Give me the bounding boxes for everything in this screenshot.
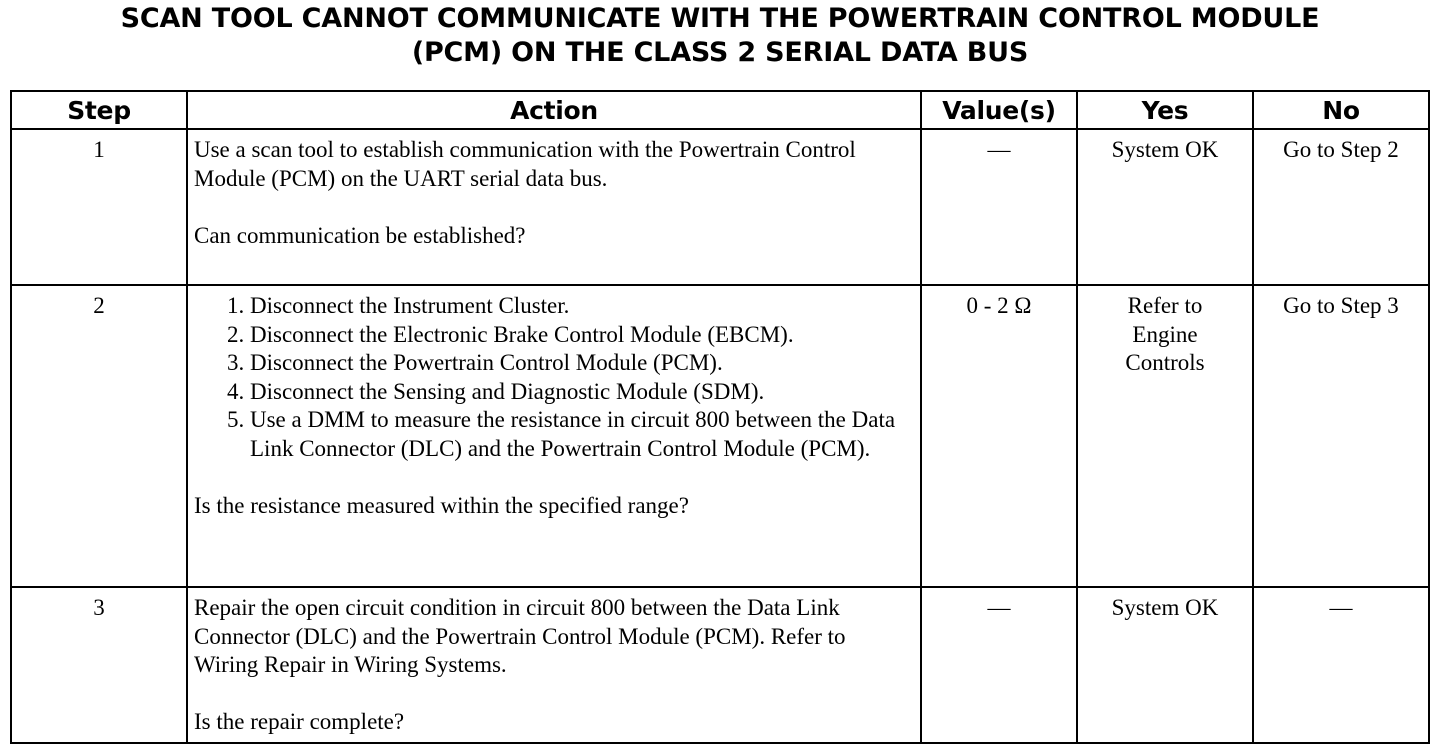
list-item: 4. Disconnect the Sensing and Diagnostic Module (SDM). [250,378,914,407]
list-item: 2. Disconnect the Electronic Brake Control Module (EBCM). [250,321,914,350]
step-number: 3 [11,587,187,743]
table-row-step-2 [11,285,1429,587]
header-action: Action [187,91,921,129]
yes-cell: System OK [1077,129,1253,285]
action-question: Is the repair complete? [194,709,405,734]
action-question: Can communication be established? [194,222,526,248]
action-cell [187,129,921,285]
page-title [0,2,1440,70]
yes-cell: System OK [1077,587,1253,743]
action-text: Use a scan tool to establish communication with the Powertrain Control Module (PCM) on the UART serial data bus. [194,137,856,191]
no-cell: Go to Step 2 [1253,129,1429,285]
action-cell [187,587,921,743]
action-steps-list [194,292,914,463]
title-line-1: SCAN TOOL CANNOT COMMUNICATE WITH THE POWERTRAIN CONTROL MODULE [120,3,1320,34]
value-cell: — [921,587,1077,743]
action-cell [187,285,921,587]
no-cell: — [1253,587,1429,743]
step-number: 1 [11,129,187,285]
value-cell: 0 - 2 Ω [921,285,1077,587]
header-values: Value(s) [921,91,1077,129]
no-cell: Go to Step 3 [1253,285,1429,587]
step-number: 2 [11,285,187,587]
list-item: 3. Disconnect the Powertrain Control Module (PCM). [250,349,914,378]
action-text: Repair the open circuit condition in circuit 800 between the Data Link Connector (DLC) and the Powertrain Control Module (PCM). Refer to Wiring Repair in Wiring Systems. [194,595,846,677]
value-cell: — [921,129,1077,285]
header-step: Step [11,91,187,129]
action-question: Is the resistance measured within the specified range? [194,492,689,518]
table-row-step-3 [11,587,1429,743]
list-item: 1. Disconnect the Instrument Cluster. [250,292,914,321]
table-row-step-1 [11,129,1429,285]
table-header-row [11,91,1429,129]
header-no: No [1253,91,1429,129]
list-item: 5. Use a DMM to measure the resistance in circuit 800 between the Data Link Connector (DLC) and the Powertrain Control Module (PCM). [250,406,914,463]
title-line-2: (PCM) ON THE CLASS 2 SERIAL DATA BUS [411,37,1029,68]
header-yes: Yes [1077,91,1253,129]
yes-cell: Refer to Engine Controls [1077,285,1253,587]
diagnostic-table [10,90,1430,744]
